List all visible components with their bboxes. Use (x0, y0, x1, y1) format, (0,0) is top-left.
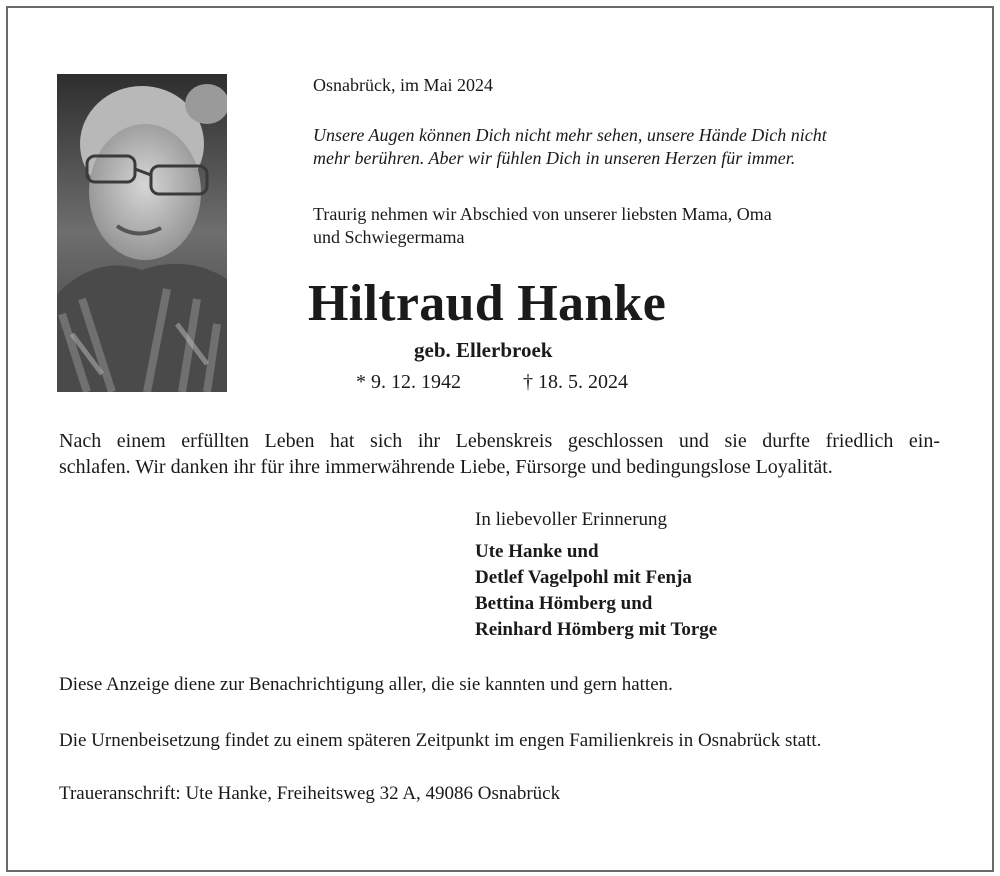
intro-line: und Schwiegermama (313, 227, 465, 247)
verse-line: mehr berühren. Aber wir fühlen Dich in unseren Herzen für immer. (313, 148, 796, 168)
mourner-name: Detlef Vagelpohl mit Fenja (475, 567, 692, 588)
body-line: schlafen. Wir danken ihr für ihre immerwährende Liebe, Fürsorge und bedingungslose Loyalität. (59, 456, 833, 478)
mourner-list (475, 539, 717, 643)
memorial-verse (313, 124, 827, 170)
death-date: † 18. 5. 2024 (523, 371, 628, 393)
body-line: Nach einem erfüllten Leben hat sich ihr Lebenskreis geschlossen und sie durfte friedlich ein- (59, 430, 940, 452)
intro-line: Traurig nehmen wir Abschied von unserer liebsten Mama, Oma (313, 204, 772, 224)
remembrance-heading: In liebevoller Erinnerung (475, 509, 668, 530)
mourning-address: Traueranschrift: Ute Hanke, Freiheitsweg 32 A, 49086 Osnabrück (59, 783, 561, 804)
verse-line: Unsere Augen können Dich nicht mehr sehen, unsere Hände Dich nicht (313, 125, 827, 145)
birth-date: * 9. 12. 1942 (356, 371, 461, 393)
deceased-name: Hiltraud Hanke (308, 275, 667, 332)
burial-text: Die Urnenbeisetzung findet zu einem späteren Zeitpunkt im engen Familienkreis in Osnabrück statt. (59, 730, 822, 751)
maiden-name: geb. Ellerbroek (414, 338, 553, 362)
mourner-name: Ute Hanke und (475, 541, 599, 562)
mourner-name: Bettina Hömberg und (475, 593, 653, 614)
body-text (59, 428, 940, 480)
mourner-name: Reinhard Hömberg mit Torge (475, 619, 718, 640)
notice-text: Diese Anzeige diene zur Benachrichtigung aller, die sie kannten und gern hatten. (59, 674, 673, 695)
farewell-intro (313, 203, 772, 249)
portrait-photo (57, 74, 227, 392)
place-date: Osnabrück, im Mai 2024 (313, 75, 493, 95)
